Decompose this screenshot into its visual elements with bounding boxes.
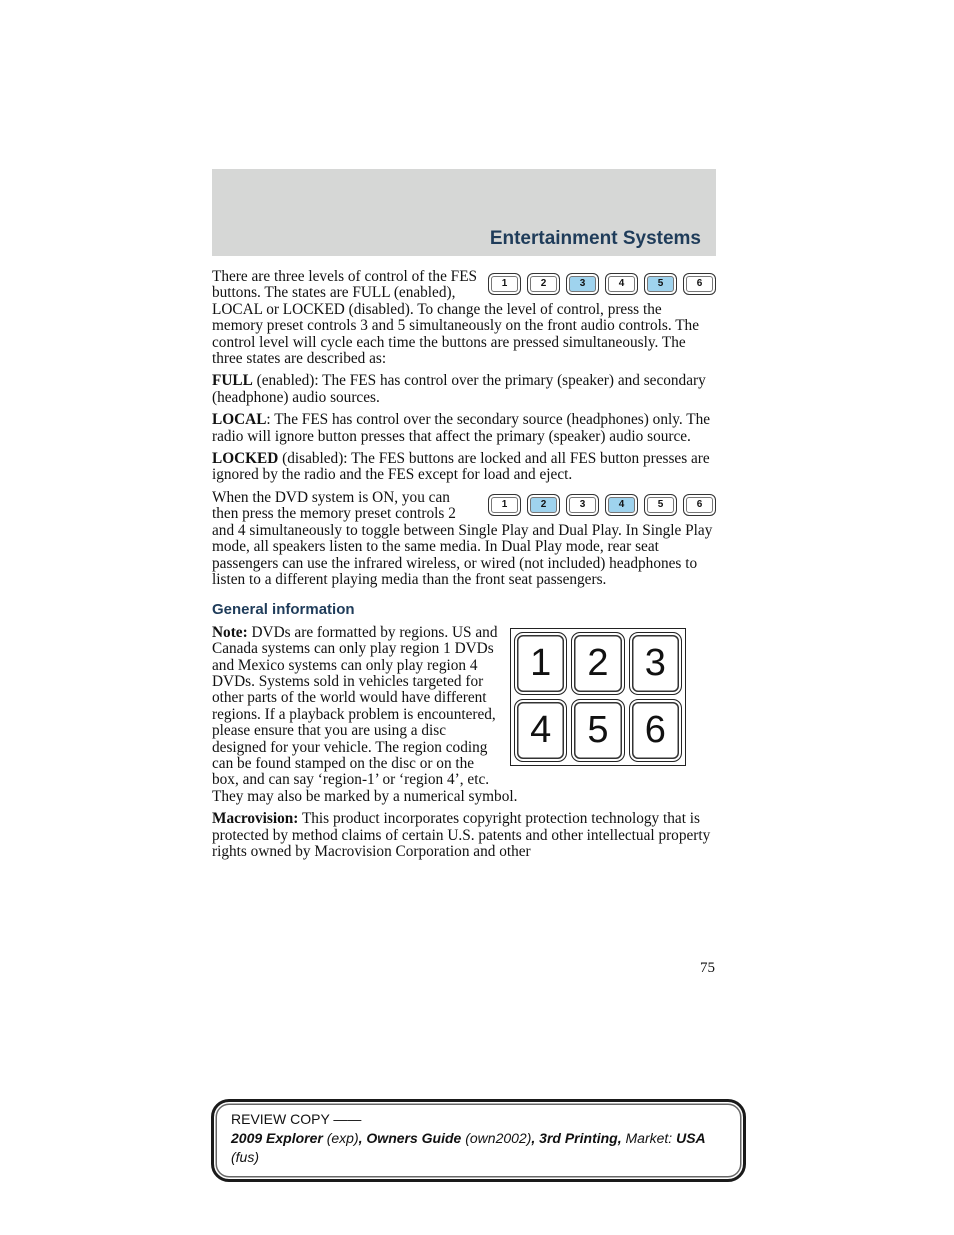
local-text: : The FES has control over the secondary source (headphones) only. The radio will ignore button presses that affect the primary (speaker) audio source.	[212, 411, 711, 445]
preset-buttons-3-5	[488, 273, 716, 295]
locked-paragraph	[212, 451, 716, 484]
footer-line2	[231, 1129, 727, 1148]
footer-guide: Owners Guide	[366, 1130, 462, 1146]
locked-term: LOCKED	[212, 450, 279, 468]
note-text: DVDs are formatted by regions. US and Canada systems can only play region 1 DVDs and Mexico systems can only play region 4 DVDs. Systems sold in vehicles targeted for other parts of the world would have different regions. If a playback problem is encountered, please ensure that you are using a disc designed for your vehicle. The region coding can be found stamped on the disc or on the box, and can say ‘region-1’ or ‘region 4’, etc. They may also be marked by a numerical symbol.	[212, 623, 518, 805]
page-number: 75	[700, 960, 715, 976]
footer-sep1: ,	[358, 1130, 367, 1146]
footer-line1: REVIEW COPY ——	[231, 1111, 362, 1127]
preset-button-1: 1	[488, 273, 521, 295]
footer-sep2: ,	[531, 1130, 540, 1146]
preset-button-2: 2	[527, 494, 560, 516]
macrovision-paragraph	[212, 811, 716, 860]
full-text: (enabled): The FES has control over the primary (speaker) and secondary (headphone) audio sources.	[212, 372, 706, 406]
local-paragraph	[212, 412, 716, 445]
page-content	[212, 269, 716, 866]
full-paragraph	[212, 373, 716, 406]
preset-button-6: 6	[683, 273, 716, 295]
footer-line3	[231, 1148, 727, 1167]
footer-guide-code: (own2002)	[461, 1130, 532, 1146]
keypad-key-2: 2	[571, 632, 624, 695]
locked-text: (disabled): The FES buttons are locked and all FES button presses are ignored by the radio and the FES except for load and eject.	[212, 450, 710, 484]
local-term: LOCAL	[212, 411, 267, 429]
preset-button-5: 5	[644, 494, 677, 516]
keypad-key-1: 1	[514, 632, 567, 695]
preset-button-4: 4	[605, 273, 638, 295]
preset-button-2: 2	[527, 273, 560, 295]
intro-paragraph: There are three levels of control of the FES buttons. The states are FULL (enabled), LOCAL or LOCKED (disabled). To change the level of control, press the memory preset controls 3 and 5 simultaneously on the front audio controls. The control level will cycle each time the buttons are pressed simultaneously. The three states are described as:	[212, 268, 699, 368]
footer-printing: 3rd Printing,	[539, 1130, 622, 1146]
footer-model: 2009 Explorer	[231, 1130, 323, 1146]
review-copy-footer	[211, 1099, 746, 1182]
preset-button-4: 4	[605, 494, 638, 516]
note-term: Note:	[212, 623, 248, 641]
keypad-key-5: 5	[571, 699, 624, 762]
full-term: FULL	[212, 372, 253, 390]
preset-button-6: 6	[683, 494, 716, 516]
footer-market-code: (fus)	[231, 1149, 259, 1165]
numeric-keypad-illustration	[510, 628, 686, 766]
preset-button-1: 1	[488, 494, 521, 516]
preset-button-3: 3	[566, 494, 599, 516]
macrovision-term: Macrovision:	[212, 810, 299, 828]
dvd-paragraph: When the DVD system is ON, you can then press the memory preset controls 2 and 4 simultaneously to toggle between Single Play and Dual Play. In Single Play mode, all speakers listen to the same media. In Dual Play mode, rear seat passengers can use the infrared wireless, or wired (not included) headphones to listen to a different playing media than the front seat passengers.	[212, 488, 713, 588]
footer-model-code: (exp)	[322, 1130, 359, 1146]
preset-buttons-2-4	[488, 494, 716, 516]
keypad-key-3: 3	[629, 632, 682, 695]
preset-button-5: 5	[644, 273, 677, 295]
section-title: Entertainment Systems	[489, 228, 701, 249]
general-information-heading: General information	[212, 601, 355, 619]
keypad-key-4: 4	[514, 699, 567, 762]
macrovision-text: This product incorporates copyright protection technology that is protected by method claims of certain U.S. patents and other intellectual property rights owned by Macrovision Corporation and other	[212, 810, 711, 860]
footer-market-label: Market:	[621, 1130, 677, 1146]
preset-button-3: 3	[566, 273, 599, 295]
keypad-key-6: 6	[629, 699, 682, 762]
footer-market: USA	[676, 1130, 706, 1146]
section-header-band	[212, 169, 716, 256]
